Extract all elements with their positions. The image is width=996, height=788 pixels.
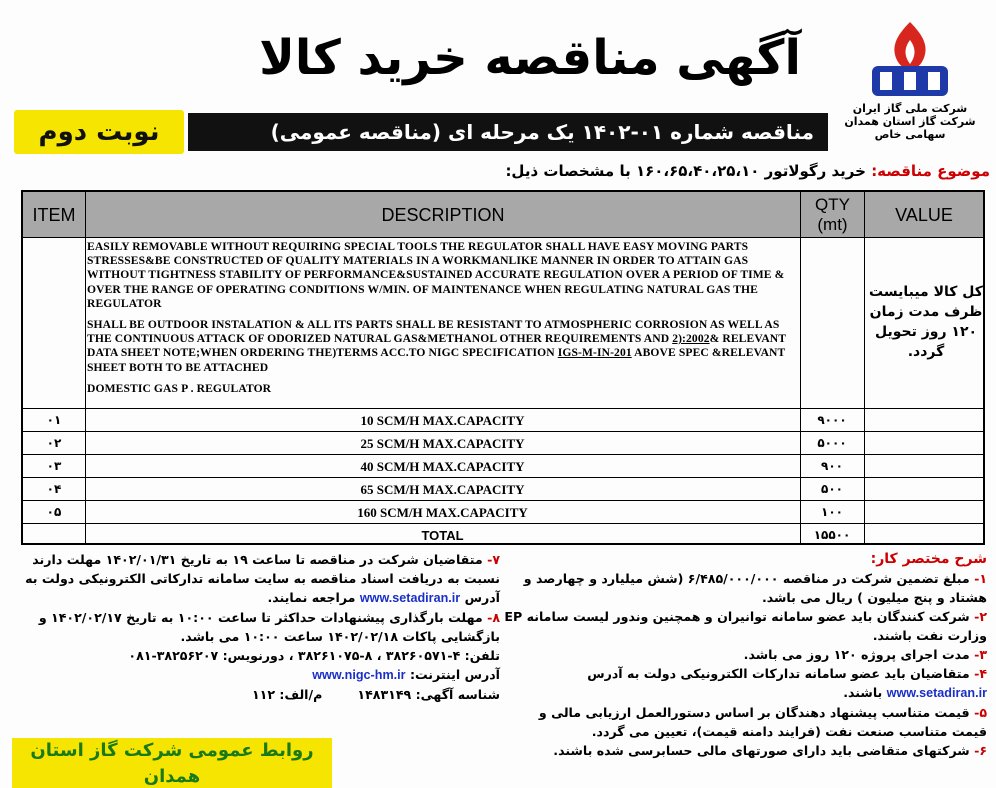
ad-id: شناسه آگهی: ۱۴۸۳۱۴۹: [357, 687, 500, 702]
logo-line-2: شرکت گاز استان همدان: [844, 115, 976, 128]
website-label: آدرس اینترنت:: [409, 667, 500, 682]
reference-number: م/الف: ۱۱۲: [251, 687, 323, 702]
note-8: [10, 608, 500, 646]
total-label: TOTAL: [421, 528, 464, 543]
items-table: [21, 190, 985, 545]
row-qty: ۵۰۰۰: [817, 436, 847, 450]
note-3-number: ۳-: [974, 647, 987, 662]
table-row: [23, 500, 983, 523]
note-5-number: ۵-: [974, 705, 987, 720]
row-spec: 65 SCM/H MAX.CAPACITY: [360, 482, 525, 497]
public-relations-footer: روابط عمومی شرکت گاز استان همدان: [12, 738, 332, 788]
row-item-number: ۰۱: [46, 413, 62, 427]
website-line: [10, 665, 500, 685]
note-5-text: قیمت متناسب پیشنهاد دهندگان بر اساس دستورالعمل ارزیابی مالی و قیمت متناسب صنعت نفت (فرایند دامنه قیمت)، تعیین می گردد.: [538, 705, 987, 739]
notes-heading: شرح مختصر کار:: [870, 551, 987, 567]
header-value: VALUE: [865, 192, 983, 238]
ad-id-line: [10, 685, 500, 704]
note-6: [503, 741, 987, 760]
desc-p2-c: ABOVE SPEC &RELEVANT SHEET BOTH TO BE ATTACHED: [87, 346, 786, 374]
submission-notes: [10, 550, 500, 704]
note-4: [503, 664, 987, 703]
logo-line-1: شرکت ملی گاز ایران: [852, 102, 968, 115]
row-spec: 10 SCM/H MAX.CAPACITY: [360, 413, 525, 428]
note-5: [503, 703, 987, 741]
note-2: [503, 607, 987, 645]
note-8-text: مهلت بارگذاری پیشنهادات حداکثر تا ساعت ۱۰:۰۰ به تاریخ ۱۴۰۲/۰۲/۱۷ و بازگشایی پاکات ۱۴۰۲/۰۲/۱۸ ساعت ۱۰:۰۰ می باشد.: [38, 610, 500, 644]
note-6-text: شرکتهای متقاضی باید دارای صورتهای مالی حسابرسی شده باشند.: [553, 743, 970, 758]
row-qty: ۹۰۰: [821, 459, 843, 473]
tender-subject: [500, 160, 990, 182]
row-qty: ۹۰۰۰: [817, 413, 847, 427]
description-paragraph-2: [87, 318, 799, 375]
header-item: ITEM: [23, 192, 85, 238]
row-item-number: ۰۳: [46, 459, 62, 473]
note-1-text: مبلغ تضمین شرکت در مناقصه ۶/۴۸۵/۰۰۰/۰۰۰ (شش میلیارد و چهارصد و هشتاد و پنج میلیون ) ریال می باشد.: [523, 571, 987, 605]
note-4-text-end: باشند.: [843, 685, 883, 700]
desc-p2-a: SHALL BE OUTDOOR INSTALATION & ALL ITS PARTS SHALL BE RESISTANT TO ATMOSPHERIC CORROSION AS WELL AS THE CONTINUOUS ATTACK OF ODORIZED NATURAL GAS&METHANOL OTHER REQUIREMENTS AND: [87, 318, 780, 346]
description-paragraph-3: DOMESTIC GAS P . REGULATOR: [87, 381, 272, 395]
note-7-number: ۷-: [487, 552, 500, 567]
gas-flame-logo-icon: [864, 18, 956, 100]
page-title: آگهی مناقصه خرید کالا: [259, 30, 801, 86]
regulator-description: [87, 240, 799, 403]
note-1-number: ۱-: [974, 571, 987, 586]
subject-label: موضوع مناقصه:: [871, 162, 990, 180]
row-spec: 160 SCM/H MAX.CAPACITY: [357, 505, 528, 520]
header-qty: [801, 192, 864, 238]
desc-p2-b: & RELEVANT DATA SHEET NOTE;WHEN ORDERING THE)TERMS ACC.TO NIGC SPECIFICATION: [87, 332, 786, 360]
note-3-text: مدت اجرای پروژه ۱۲۰ روز می باشد.: [743, 647, 970, 662]
header-description: DESCRIPTION: [86, 192, 800, 238]
tender-number-banner: مناقصه شماره ۰۱-۱۴۰۲ یک مرحله ای (مناقصه عمومی): [188, 113, 828, 151]
table-row: [23, 431, 983, 454]
table-row: [23, 408, 983, 431]
second-round-badge: نوبت دوم: [14, 110, 184, 154]
header-qty-line2: (mt): [817, 215, 848, 234]
setadiran-link[interactable]: www.setadiran.ir: [886, 686, 987, 700]
note-3: [503, 645, 987, 664]
description-paragraph-1: EASILY REMOVABLE WITHOUT REQUIRING SPECIAL TOOLS THE REGULATOR SHALL HAVE EASY MOVING PARTS STRESSES&BE CONSTRUCTED OF QUALITY MATERIALS IN A WORKMANLIKE MANNER IN ORDER TO ATTAIN GAS WITHOUT TIGHTNESS STABILITY OF PERFORMANCE&SUSTAINED ACCURATE REGULATION OVER A PERIOD OF TIME & OVER THE RANGE OF OPERATING CONDITIONS W/MIN. OF MAINTENANCE WHEN REGULATING NATURAL GAS THE REGULATOR: [87, 240, 785, 310]
subject-text: خرید رگولاتور ۱۶۰،۶۵،۴۰،۲۵،۱۰ با مشخصات ذیل:: [505, 162, 866, 180]
row-item-number: ۰۵: [46, 505, 62, 519]
row-spec: 25 SCM/H MAX.CAPACITY: [360, 436, 525, 451]
brief-description-notes: [503, 550, 987, 760]
note-2-number: ۲-: [974, 609, 987, 624]
note-6-number: ۶-: [974, 743, 987, 758]
nigc-spec-code: IGS-M-IN-201: [557, 346, 632, 360]
setadiran-link[interactable]: www.setadiran.ir: [359, 591, 461, 605]
row-item-number: ۰۲: [46, 436, 62, 450]
table-row: [23, 454, 983, 477]
note-8-number: ۸-: [487, 610, 500, 625]
note-1: [503, 569, 987, 607]
row-item-number: ۰۴: [46, 482, 62, 496]
total-qty: ۱۵۵۰۰: [813, 528, 851, 542]
desc-p2-underlined: 2):2002: [672, 332, 710, 346]
delivery-value-text: کل کالا میبایست ظرف مدت زمان ۱۲۰ روز تحویل گردد.: [869, 284, 983, 360]
note-2-text: شرکت کنندگان باید عضو سامانه توانیران و همچنین وندور لیست سامانه EP وزارت نفت باشند.: [504, 609, 987, 643]
row-qty: ۵۰۰: [821, 482, 843, 496]
note-4-number: ۴-: [974, 666, 987, 681]
nigc-logo: [835, 18, 985, 140]
note-4-text: متقاضیان باید عضو سامانه تدارکات الکترونیکی دولت به آدرس: [587, 666, 970, 681]
note-7: [10, 550, 500, 608]
phone-line: تلفن: ۴-۳۸۲۶۰۵۷۱ ، ۸-۳۸۲۶۱۰۷۵ ، دورنویس: ۳۸۲۵۶۲۰۷-۰۸۱: [128, 648, 500, 663]
note-7-text: متقاضیان شرکت در مناقصه تا ساعت ۱۹ به تاریخ ۱۴۰۲/۰۱/۳۱ مهلت دارند نسبت به دریافت اسناد مناقصه به سایت سامانه تدارکاتی الکترونیکی دولت به آدرس: [25, 552, 500, 605]
total-row: [23, 523, 983, 546]
logo-line-3: سهامی خاص: [874, 128, 946, 141]
note-7-text-end: مراجعه نمایند.: [267, 590, 356, 605]
table-row: [23, 477, 983, 500]
row-spec: 40 SCM/H MAX.CAPACITY: [360, 459, 525, 474]
row-qty: ۱۰۰: [821, 505, 843, 519]
header-qty-line1: QTY: [815, 195, 850, 214]
nigc-website-link[interactable]: www.nigc-hm.ir: [312, 668, 406, 682]
